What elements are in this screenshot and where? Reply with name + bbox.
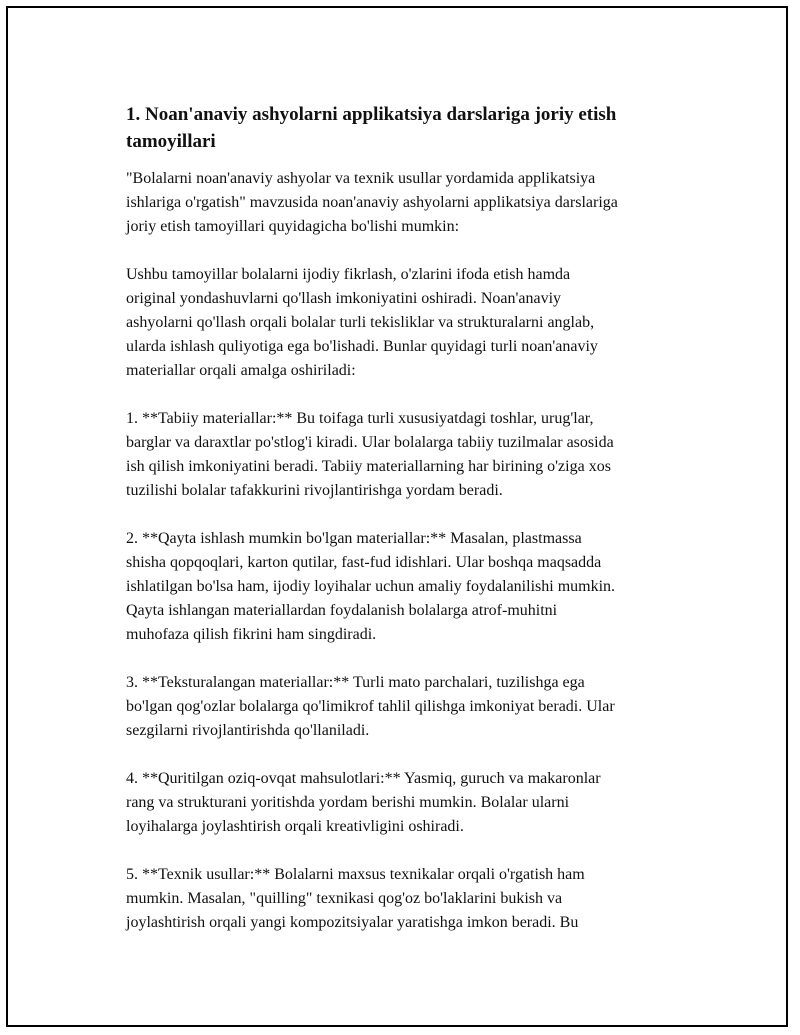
intro-paragraph: "Bolalarni noan'anaviy ashyolar va texnik usullar yordamida applikatsiya ishlariga o'rgatish" mavzusida noan'anaviy ashyolarni applikatsiya darslariga joriy etish tamoyillari quyidagicha bo'lishi mumkin: xyxy=(126,170,618,235)
document-body xyxy=(126,101,696,959)
list-item-technical-methods: 5. **Texnik usullar:** Bolalarni maxsus texnikalar orqali o'rgatish ham mumkin. Masalan, "quilling" texnikasi qog'oz bo'laklarini bukish va joylashtirish orqali yangi kompozitsiyalar yaratishga imkon beradi. Bu xyxy=(126,866,585,931)
document-title: 1. Noan'anaviy ashyolarni applikatsiya darslariga joriy etish tamoyillari xyxy=(126,104,617,152)
list-item-recyclable-materials: 2. **Qayta ishlash mumkin bo'lgan materiallar:** Masalan, plastmassa shisha qopqoqlari, karton qutilar, fast-fud idishlari. Ular boshqa maqsadda ishlatilgan bo'lsa ham, ijodiy loyihalar uchun amaliy foydalanilishi mumkin. Qayta ishlangan materiallardan foydalanish bolalarga atrof-muhitni muhofaza qilish fikrini ham singdiradi. xyxy=(126,530,616,643)
list-item-textured-materials: 3. **Teksturalangan materiallar:** Turli mato parchalari, tuzilishga ega bo'lgan qog'ozlar bolalarga qo'limikrof tahlil qilishga imkoniyat beradi. Ular sezgilarni rivojlantirishda qo'llaniladi. xyxy=(126,674,615,739)
list-item-natural-materials: 1. **Tabiiy materiallar:** Bu toifaga turli xususiyatdagi toshlar, urug'lar, barglar va daraxtlar po'stlog'i kiradi. Ular bolalarga tabiiy tuzilmalar asosida ish qilish imkoniyatini beradi. Tabiiy materiallarning har birining o'ziga xos tuzilishi bolalar tafakkurini rivojlantirishga yordam beradi. xyxy=(126,410,614,499)
list-item-dried-food-products: 4. **Quritilgan oziq-ovqat mahsulotlari:** Yasmiq, guruch va makaronlar rang va strukturani yoritishda yordam berishi mumkin. Bolalar ularni loyihalarga joylashtirish orqali kreativligini oshiradi. xyxy=(126,770,601,835)
principles-paragraph: Ushbu tamoyillar bolalarni ijodiy fikrlash, o'zlarini ifoda etish hamda original yondashuvlarni qo'llash imkoniyatini oshiradi. Noan'anaviy ashyolarni qo'llash orqali bolalar turli tekisliklar va strukturalarni anglab, ularda ishlash quliyotiga ega bo'lishadi. Bunlar quyidagi turli noan'anaviy materiallar orqali amalga oshiriladi: xyxy=(126,266,598,379)
page-frame xyxy=(6,6,788,1027)
